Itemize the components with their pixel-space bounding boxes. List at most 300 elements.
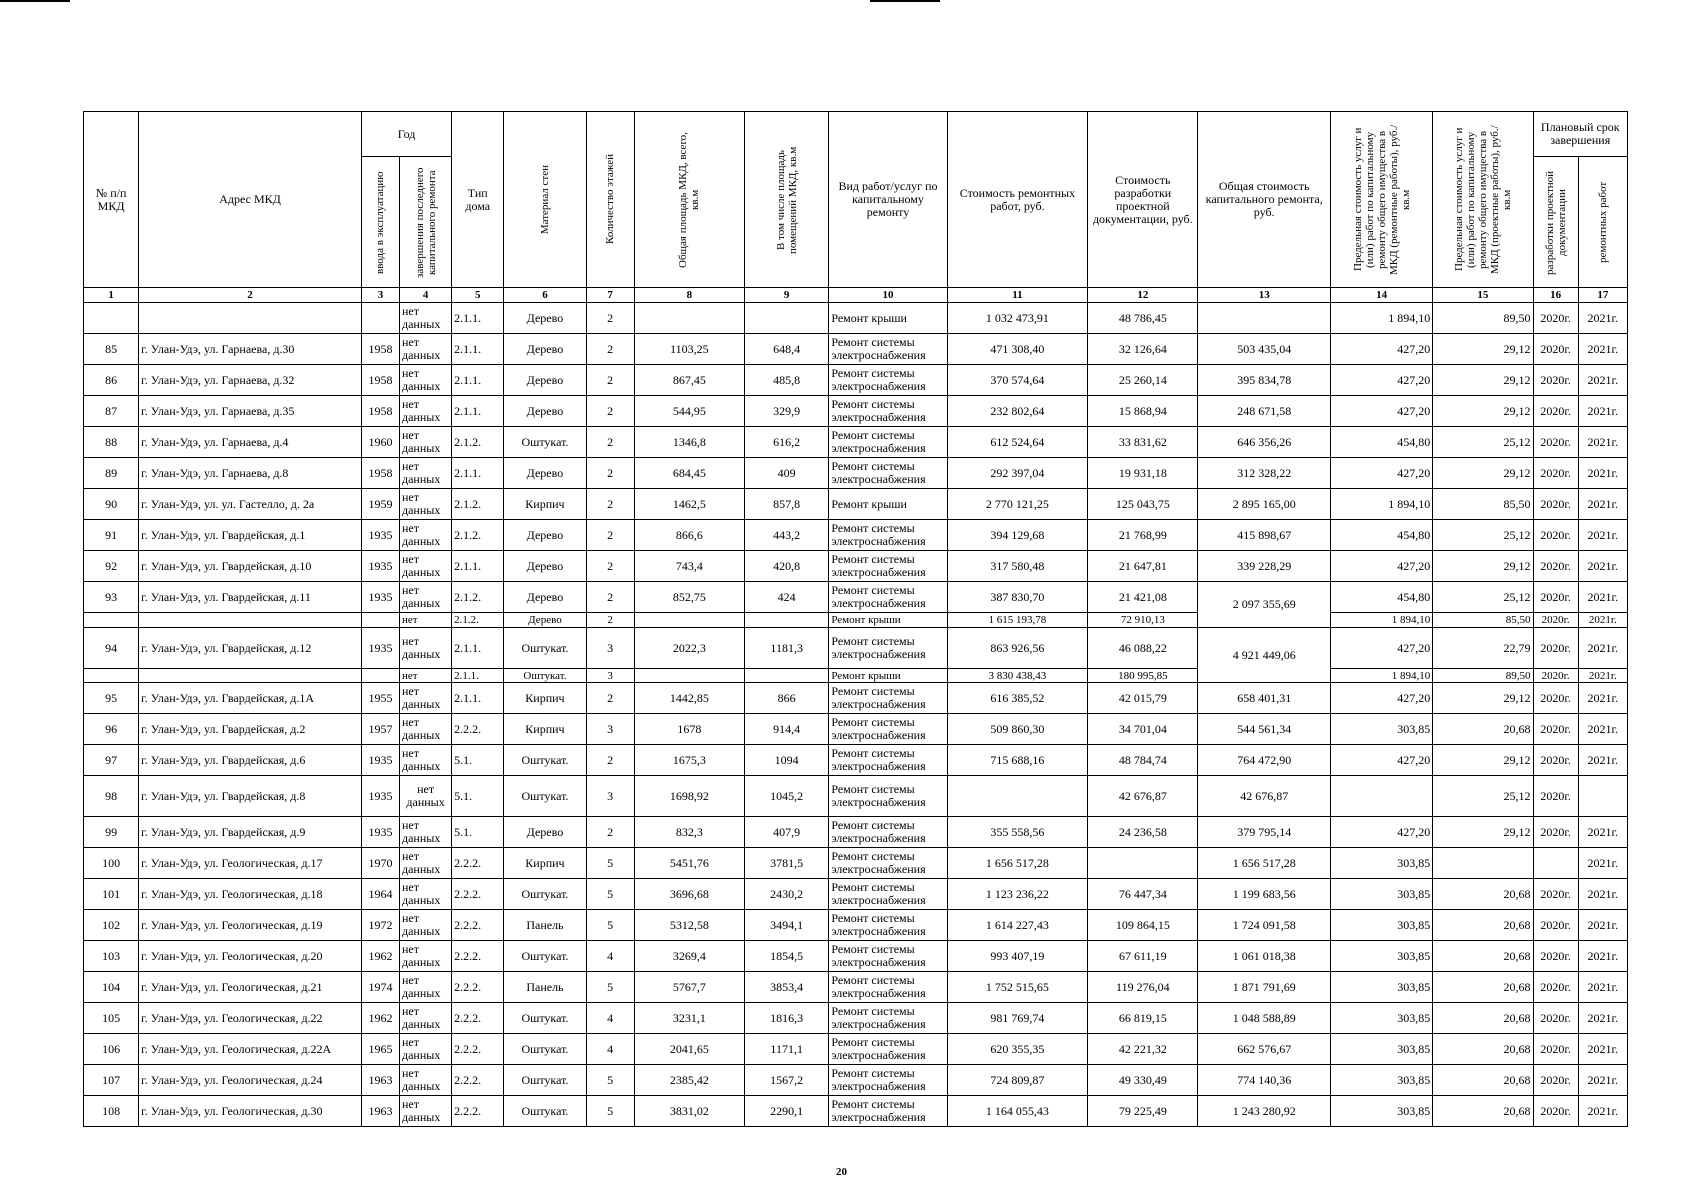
cost-design-cell: 32 126,64	[1088, 334, 1198, 365]
wall-material-cell: Кирпич	[504, 489, 586, 520]
deadline-design-cell: 2020г.	[1533, 303, 1578, 334]
cost-repair-cell: 471 308,40	[947, 334, 1087, 365]
address-cell	[139, 613, 362, 628]
year-cell: 1964	[361, 879, 399, 910]
area-rooms-cell: 3494,1	[745, 910, 829, 941]
last-repair-cell: нет данных	[400, 628, 452, 669]
house-type-cell: 2.2.2.	[452, 910, 504, 941]
area-rooms-cell: 1816,3	[745, 1003, 829, 1034]
row-number: 96	[84, 714, 139, 745]
house-type-cell: 2.2.2.	[452, 714, 504, 745]
col-header-year-last-repair: завершения последнего капитального ремонта	[400, 157, 452, 288]
limit-design-cell: 20,68	[1433, 1003, 1533, 1034]
wall-material-cell: Оштукат.	[504, 669, 586, 683]
area-rooms-cell: 1045,2	[745, 776, 829, 817]
work-type-cell: Ремонт системы электроснабжения	[829, 879, 947, 910]
house-type-cell: 2.1.1.	[452, 628, 504, 669]
row-number: 87	[84, 396, 139, 427]
address-cell: г. Улан-Удэ, ул. Геологическая, д.20	[139, 941, 362, 972]
last-repair-cell: нет данных	[400, 551, 452, 582]
address-cell: г. Улан-Удэ, ул. Гарнаева, д.8	[139, 458, 362, 489]
deadline-design-cell: 2020г.	[1533, 1065, 1578, 1096]
cost-total-cell: 312 328,22	[1198, 458, 1330, 489]
limit-design-cell: 29,12	[1433, 365, 1533, 396]
address-cell: г. Улан-Удэ, ул. ул. Гастелло, д. 2а	[139, 489, 362, 520]
limit-repair-cell: 427,20	[1330, 745, 1432, 776]
work-type-cell: Ремонт системы электроснабжения	[829, 458, 947, 489]
last-repair-cell: нет данных	[400, 1096, 452, 1127]
area-total-cell	[634, 303, 744, 334]
address-cell: г. Улан-Удэ, ул. Геологическая, д.18	[139, 879, 362, 910]
limit-design-cell: 29,12	[1433, 817, 1533, 848]
house-type-cell: 2.1.1.	[452, 669, 504, 683]
last-repair-cell: нет данных	[400, 396, 452, 427]
table-body	[84, 303, 1628, 1127]
work-type-cell: Ремонт системы электроснабжения	[829, 365, 947, 396]
limit-repair-cell: 303,85	[1330, 1034, 1432, 1065]
cost-repair-cell: 1 164 055,43	[947, 1096, 1087, 1127]
table-row	[84, 817, 1628, 848]
row-number: 105	[84, 1003, 139, 1034]
wall-material-cell: Оштукат.	[504, 776, 586, 817]
house-type-cell: 2.1.1.	[452, 396, 504, 427]
cost-design-cell: 42 676,87	[1088, 776, 1198, 817]
floors-cell: 3	[586, 714, 634, 745]
limit-design-cell: 89,50	[1433, 303, 1533, 334]
area-total-cell	[634, 613, 744, 628]
area-total-cell: 3696,68	[634, 879, 744, 910]
cost-repair-cell: 863 926,56	[947, 628, 1087, 669]
floors-cell: 2	[586, 817, 634, 848]
limit-design-cell: 25,12	[1433, 520, 1533, 551]
area-total-cell: 3231,1	[634, 1003, 744, 1034]
deadline-design-cell: 2020г.	[1533, 427, 1578, 458]
deadline-design-cell: 2020г.	[1533, 613, 1578, 628]
work-type-cell: Ремонт системы электроснабжения	[829, 1065, 947, 1096]
house-type-cell: 2.1.1.	[452, 458, 504, 489]
last-repair-cell: нет данных	[400, 879, 452, 910]
limit-design-cell: 85,50	[1433, 613, 1533, 628]
address-cell: г. Улан-Удэ, ул. Геологическая, д.22А	[139, 1034, 362, 1065]
limit-repair-cell: 1 894,10	[1330, 669, 1432, 683]
work-type-cell: Ремонт системы электроснабжения	[829, 427, 947, 458]
deadline-design-cell: 2020г.	[1533, 879, 1578, 910]
last-repair-cell: нет данных	[400, 1003, 452, 1034]
cost-design-cell: 48 786,45	[1088, 303, 1198, 334]
area-total-cell: 2022,3	[634, 628, 744, 669]
limit-repair-cell: 303,85	[1330, 714, 1432, 745]
limit-design-cell: 20,68	[1433, 1065, 1533, 1096]
house-type-cell: 2.1.2.	[452, 489, 504, 520]
table-row	[84, 365, 1628, 396]
deadline-design-cell: 2020г.	[1533, 683, 1578, 714]
cost-design-cell: 21 647,81	[1088, 551, 1198, 582]
area-total-cell: 1675,3	[634, 745, 744, 776]
limit-repair-cell: 427,20	[1330, 628, 1432, 669]
area-rooms-cell: 443,2	[745, 520, 829, 551]
floors-cell: 2	[586, 551, 634, 582]
column-number: 3	[361, 288, 399, 303]
address-cell: г. Улан-Удэ, ул. Гарнаева, д.4	[139, 427, 362, 458]
cost-total-cell: 544 561,34	[1198, 714, 1330, 745]
cost-repair-cell: 612 524,64	[947, 427, 1087, 458]
wall-material-cell: Дерево	[504, 613, 586, 628]
last-repair-cell: нет данных	[400, 683, 452, 714]
row-number: 86	[84, 365, 139, 396]
house-type-cell: 5.1.	[452, 817, 504, 848]
address-cell: г. Улан-Удэ, ул. Геологическая, д.17	[139, 848, 362, 879]
work-type-cell: Ремонт системы электроснабжения	[829, 910, 947, 941]
table-row	[84, 972, 1628, 1003]
deadline-design-cell: 2020г.	[1533, 520, 1578, 551]
table-row	[84, 1034, 1628, 1065]
house-type-cell: 2.2.2.	[452, 1065, 504, 1096]
area-total-cell: 5451,76	[634, 848, 744, 879]
deadline-repair-cell: 2021г.	[1578, 669, 1627, 683]
deadline-design-cell	[1533, 848, 1578, 879]
address-cell: г. Улан-Удэ, ул. Гвардейская, д.12	[139, 628, 362, 669]
scan-edge-mark	[870, 0, 940, 2]
wall-material-cell: Оштукат.	[504, 941, 586, 972]
limit-design-cell: 29,12	[1433, 745, 1533, 776]
address-cell: г. Улан-Удэ, ул. Гвардейская, д.1А	[139, 683, 362, 714]
last-repair-cell: нет данных	[400, 848, 452, 879]
cost-design-cell: 46 088,22	[1088, 628, 1198, 669]
cost-design-cell: 15 868,94	[1088, 396, 1198, 427]
row-number	[84, 303, 139, 334]
cost-design-cell: 24 236,58	[1088, 817, 1198, 848]
row-number: 107	[84, 1065, 139, 1096]
area-total-cell: 5312,58	[634, 910, 744, 941]
cost-repair-cell: 981 769,74	[947, 1003, 1087, 1034]
limit-design-cell	[1433, 848, 1533, 879]
area-rooms-cell: 1181,3	[745, 628, 829, 669]
limit-design-cell: 29,12	[1433, 396, 1533, 427]
cost-total-cell: 1 656 517,28	[1198, 848, 1330, 879]
last-repair-cell: нет	[400, 669, 452, 683]
row-number: 94	[84, 628, 139, 669]
deadline-repair-cell: 2021г.	[1578, 1096, 1627, 1127]
limit-repair-cell: 454,80	[1330, 427, 1432, 458]
cost-repair-cell: 1 656 517,28	[947, 848, 1087, 879]
cost-repair-cell: 616 385,52	[947, 683, 1087, 714]
work-type-cell: Ремонт системы электроснабжения	[829, 1096, 947, 1127]
year-cell: 1935	[361, 817, 399, 848]
column-number: 11	[947, 288, 1087, 303]
area-rooms-cell: 420,8	[745, 551, 829, 582]
last-repair-cell: нет данных	[400, 582, 452, 613]
area-total-cell: 544,95	[634, 396, 744, 427]
limit-repair-cell: 303,85	[1330, 879, 1432, 910]
area-total-cell: 2385,42	[634, 1065, 744, 1096]
last-repair-cell: нет данных	[400, 1034, 452, 1065]
year-cell: 1958	[361, 334, 399, 365]
deadline-repair-cell: 2021г.	[1578, 334, 1627, 365]
cost-total-cell: 662 576,67	[1198, 1034, 1330, 1065]
cost-design-cell: 79 225,49	[1088, 1096, 1198, 1127]
year-cell: 1974	[361, 972, 399, 1003]
area-rooms-cell: 1567,2	[745, 1065, 829, 1096]
address-cell	[139, 669, 362, 683]
cost-total-cell: 4 921 449,06	[1198, 628, 1330, 683]
year-cell: 1935	[361, 520, 399, 551]
limit-design-cell: 20,68	[1433, 1034, 1533, 1065]
cost-repair-cell: 387 830,70	[947, 582, 1087, 613]
floors-cell: 2	[586, 745, 634, 776]
column-number: 7	[586, 288, 634, 303]
limit-repair-cell: 303,85	[1330, 1065, 1432, 1096]
wall-material-cell: Кирпич	[504, 848, 586, 879]
col-header-area-rooms: В том числе площадь помещений МКД, кв.м	[745, 112, 829, 288]
deadline-repair-cell: 2021г.	[1578, 1065, 1627, 1096]
address-cell: г. Улан-Удэ, ул. Гвардейская, д.6	[139, 745, 362, 776]
area-total-cell: 1346,8	[634, 427, 744, 458]
table-row	[84, 334, 1628, 365]
wall-material-cell: Оштукат.	[504, 745, 586, 776]
address-cell: г. Улан-Удэ, ул. Гвардейская, д.1	[139, 520, 362, 551]
limit-repair-cell: 427,20	[1330, 396, 1432, 427]
deadline-design-cell: 2020г.	[1533, 396, 1578, 427]
area-total-cell: 2041,65	[634, 1034, 744, 1065]
wall-material-cell: Кирпич	[504, 714, 586, 745]
work-type-cell: Ремонт крыши	[829, 303, 947, 334]
area-total-cell: 743,4	[634, 551, 744, 582]
address-cell: г. Улан-Удэ, ул. Геологическая, д.22	[139, 1003, 362, 1034]
row-number: 88	[84, 427, 139, 458]
limit-repair-cell: 427,20	[1330, 551, 1432, 582]
limit-repair-cell: 427,20	[1330, 365, 1432, 396]
floors-cell: 4	[586, 1003, 634, 1034]
area-rooms-cell: 424	[745, 582, 829, 613]
last-repair-cell: нет данных	[400, 817, 452, 848]
year-cell: 1955	[361, 683, 399, 714]
deadline-repair-cell: 2021г.	[1578, 520, 1627, 551]
address-cell: г. Улан-Удэ, ул. Гвардейская, д.2	[139, 714, 362, 745]
row-number: 104	[84, 972, 139, 1003]
last-repair-cell: нет данных	[400, 520, 452, 551]
wall-material-cell: Оштукат.	[504, 1096, 586, 1127]
area-rooms-cell	[745, 669, 829, 683]
cost-total-cell: 42 676,87	[1198, 776, 1330, 817]
column-number: 16	[1533, 288, 1578, 303]
table-row	[84, 582, 1628, 613]
col-header-cost-design: Стоимость разработки проектной документации, руб.	[1088, 112, 1198, 288]
limit-design-cell: 20,68	[1433, 941, 1533, 972]
cost-repair-cell: 724 809,87	[947, 1065, 1087, 1096]
cost-total-cell: 395 834,78	[1198, 365, 1330, 396]
address-cell	[139, 303, 362, 334]
table-row	[84, 1096, 1628, 1127]
deadline-repair-cell: 2021г.	[1578, 628, 1627, 669]
cost-design-cell: 25 260,14	[1088, 365, 1198, 396]
limit-design-cell: 25,12	[1433, 582, 1533, 613]
deadline-repair-cell	[1578, 776, 1627, 817]
work-type-cell: Ремонт системы электроснабжения	[829, 582, 947, 613]
wall-material-cell: Оштукат.	[504, 1003, 586, 1034]
table-row	[84, 458, 1628, 489]
area-total-cell: 3831,02	[634, 1096, 744, 1127]
wall-material-cell: Дерево	[504, 396, 586, 427]
table-row	[84, 683, 1628, 714]
address-cell: г. Улан-Удэ, ул. Гвардейская, д.10	[139, 551, 362, 582]
area-rooms-cell	[745, 303, 829, 334]
cost-repair-cell: 1 615 193,78	[947, 613, 1087, 628]
work-type-cell: Ремонт системы электроснабжения	[829, 745, 947, 776]
cost-total-cell: 2 895 165,00	[1198, 489, 1330, 520]
area-rooms-cell: 2290,1	[745, 1096, 829, 1127]
house-type-cell: 2.2.2.	[452, 848, 504, 879]
area-rooms-cell: 329,9	[745, 396, 829, 427]
limit-design-cell: 20,68	[1433, 972, 1533, 1003]
cost-design-cell: 21 768,99	[1088, 520, 1198, 551]
cost-repair-cell: 1 614 227,43	[947, 910, 1087, 941]
column-number: 12	[1088, 288, 1198, 303]
year-cell: 1935	[361, 628, 399, 669]
work-type-cell: Ремонт системы электроснабжения	[829, 972, 947, 1003]
limit-design-cell: 29,12	[1433, 334, 1533, 365]
year-cell	[361, 303, 399, 334]
area-rooms-cell: 3853,4	[745, 972, 829, 1003]
row-number: 103	[84, 941, 139, 972]
floors-cell: 2	[586, 427, 634, 458]
cost-design-cell: 34 701,04	[1088, 714, 1198, 745]
limit-repair-cell: 427,20	[1330, 458, 1432, 489]
deadline-repair-cell: 2021г.	[1578, 613, 1627, 628]
col-header-num: № п/п МКД	[84, 112, 139, 288]
floors-cell: 2	[586, 334, 634, 365]
address-cell: г. Улан-Удэ, ул. Гарнаева, д.32	[139, 365, 362, 396]
floors-cell: 2	[586, 458, 634, 489]
wall-material-cell: Панель	[504, 910, 586, 941]
row-number: 89	[84, 458, 139, 489]
limit-design-cell: 20,68	[1433, 879, 1533, 910]
limit-design-cell: 29,12	[1433, 458, 1533, 489]
house-type-cell: 2.1.2.	[452, 582, 504, 613]
cost-repair-cell: 2 770 121,25	[947, 489, 1087, 520]
last-repair-cell: нет данных	[400, 489, 452, 520]
col-header-limit-design: Предельная стоимость услуг и (или) работ по капитальному ремонту общего имущества в МКД (проектные работы), руб./кв.м	[1433, 112, 1533, 288]
area-total-cell: 866,6	[634, 520, 744, 551]
limit-design-cell: 22,79	[1433, 628, 1533, 669]
limit-repair-cell: 427,20	[1330, 817, 1432, 848]
cost-total-cell: 248 671,58	[1198, 396, 1330, 427]
cost-design-cell: 109 864,15	[1088, 910, 1198, 941]
scan-edge-mark	[0, 0, 70, 2]
last-repair-cell: нет	[400, 613, 452, 628]
cost-total-cell: 1 243 280,92	[1198, 1096, 1330, 1127]
table-row	[84, 427, 1628, 458]
deadline-repair-cell: 2021г.	[1578, 396, 1627, 427]
wall-material-cell: Дерево	[504, 334, 586, 365]
deadline-repair-cell: 2021г.	[1578, 941, 1627, 972]
deadline-design-cell: 2020г.	[1533, 910, 1578, 941]
work-type-cell: Ремонт системы электроснабжения	[829, 628, 947, 669]
area-rooms-cell: 1171,1	[745, 1034, 829, 1065]
deadline-design-cell: 2020г.	[1533, 776, 1578, 817]
column-number: 2	[139, 288, 362, 303]
cost-total-cell: 1 724 091,58	[1198, 910, 1330, 941]
area-rooms-cell: 1854,5	[745, 941, 829, 972]
wall-material-cell: Дерево	[504, 817, 586, 848]
area-rooms-cell: 2430,2	[745, 879, 829, 910]
address-cell: г. Улан-Удэ, ул. Геологическая, д.21	[139, 972, 362, 1003]
last-repair-cell: нет данных	[400, 1065, 452, 1096]
floors-cell: 3	[586, 776, 634, 817]
wall-material-cell: Дерево	[504, 458, 586, 489]
work-type-cell: Ремонт системы электроснабжения	[829, 520, 947, 551]
limit-repair-cell: 427,20	[1330, 683, 1432, 714]
cost-total-cell: 2 097 355,69	[1198, 582, 1330, 628]
deadline-design-cell: 2020г.	[1533, 628, 1578, 669]
address-cell: г. Улан-Удэ, ул. Геологическая, д.19	[139, 910, 362, 941]
work-type-cell: Ремонт крыши	[829, 669, 947, 683]
col-header-cost-total: Общая стоимость капитального ремонта, руб.	[1198, 112, 1330, 288]
wall-material-cell: Панель	[504, 972, 586, 1003]
table-row	[84, 396, 1628, 427]
work-type-cell: Ремонт системы электроснабжения	[829, 1003, 947, 1034]
floors-cell: 5	[586, 848, 634, 879]
cost-total-cell: 764 472,90	[1198, 745, 1330, 776]
row-number: 100	[84, 848, 139, 879]
floors-cell: 2	[586, 582, 634, 613]
house-type-cell: 2.1.2.	[452, 613, 504, 628]
row-number: 106	[84, 1034, 139, 1065]
area-total-cell: 1462,5	[634, 489, 744, 520]
cost-repair-cell: 355 558,56	[947, 817, 1087, 848]
year-cell: 1965	[361, 1034, 399, 1065]
limit-repair-cell: 1 894,10	[1330, 303, 1432, 334]
deadline-repair-cell: 2021г.	[1578, 1034, 1627, 1065]
address-cell: г. Улан-Удэ, ул. Геологическая, д.30	[139, 1096, 362, 1127]
floors-cell: 2	[586, 613, 634, 628]
deadline-design-cell: 2020г.	[1533, 1096, 1578, 1127]
table-row	[84, 303, 1628, 334]
row-number	[84, 669, 139, 683]
area-total-cell: 5767,7	[634, 972, 744, 1003]
deadline-repair-cell: 2021г.	[1578, 303, 1627, 334]
deadline-design-cell: 2020г.	[1533, 551, 1578, 582]
deadline-repair-cell: 2021г.	[1578, 458, 1627, 489]
address-cell: г. Улан-Удэ, ул. Гвардейская, д.8	[139, 776, 362, 817]
deadline-design-cell: 2020г.	[1533, 817, 1578, 848]
column-number: 17	[1578, 288, 1627, 303]
area-rooms-cell: 3781,5	[745, 848, 829, 879]
col-header-deadline-design: разработки проектной документации	[1533, 157, 1578, 288]
area-total-cell: 3269,4	[634, 941, 744, 972]
year-cell: 1958	[361, 458, 399, 489]
last-repair-cell: нет данных	[400, 365, 452, 396]
last-repair-cell: нет данных	[400, 714, 452, 745]
cost-total-cell: 1 048 588,89	[1198, 1003, 1330, 1034]
address-cell: г. Улан-Удэ, ул. Геологическая, д.24	[139, 1065, 362, 1096]
table-row	[84, 745, 1628, 776]
table-row	[84, 613, 1628, 628]
deadline-repair-cell: 2021г.	[1578, 910, 1627, 941]
work-type-cell: Ремонт системы электроснабжения	[829, 714, 947, 745]
row-number	[84, 613, 139, 628]
last-repair-cell: нет данных	[400, 941, 452, 972]
limit-design-cell: 20,68	[1433, 714, 1533, 745]
limit-repair-cell: 303,85	[1330, 848, 1432, 879]
table-row	[84, 776, 1628, 817]
year-cell: 1962	[361, 1003, 399, 1034]
row-number: 93	[84, 582, 139, 613]
table-row	[84, 714, 1628, 745]
col-header-address: Адрес МКД	[139, 112, 362, 288]
year-cell: 1960	[361, 427, 399, 458]
floors-cell: 2	[586, 365, 634, 396]
cost-total-cell: 1 061 018,38	[1198, 941, 1330, 972]
